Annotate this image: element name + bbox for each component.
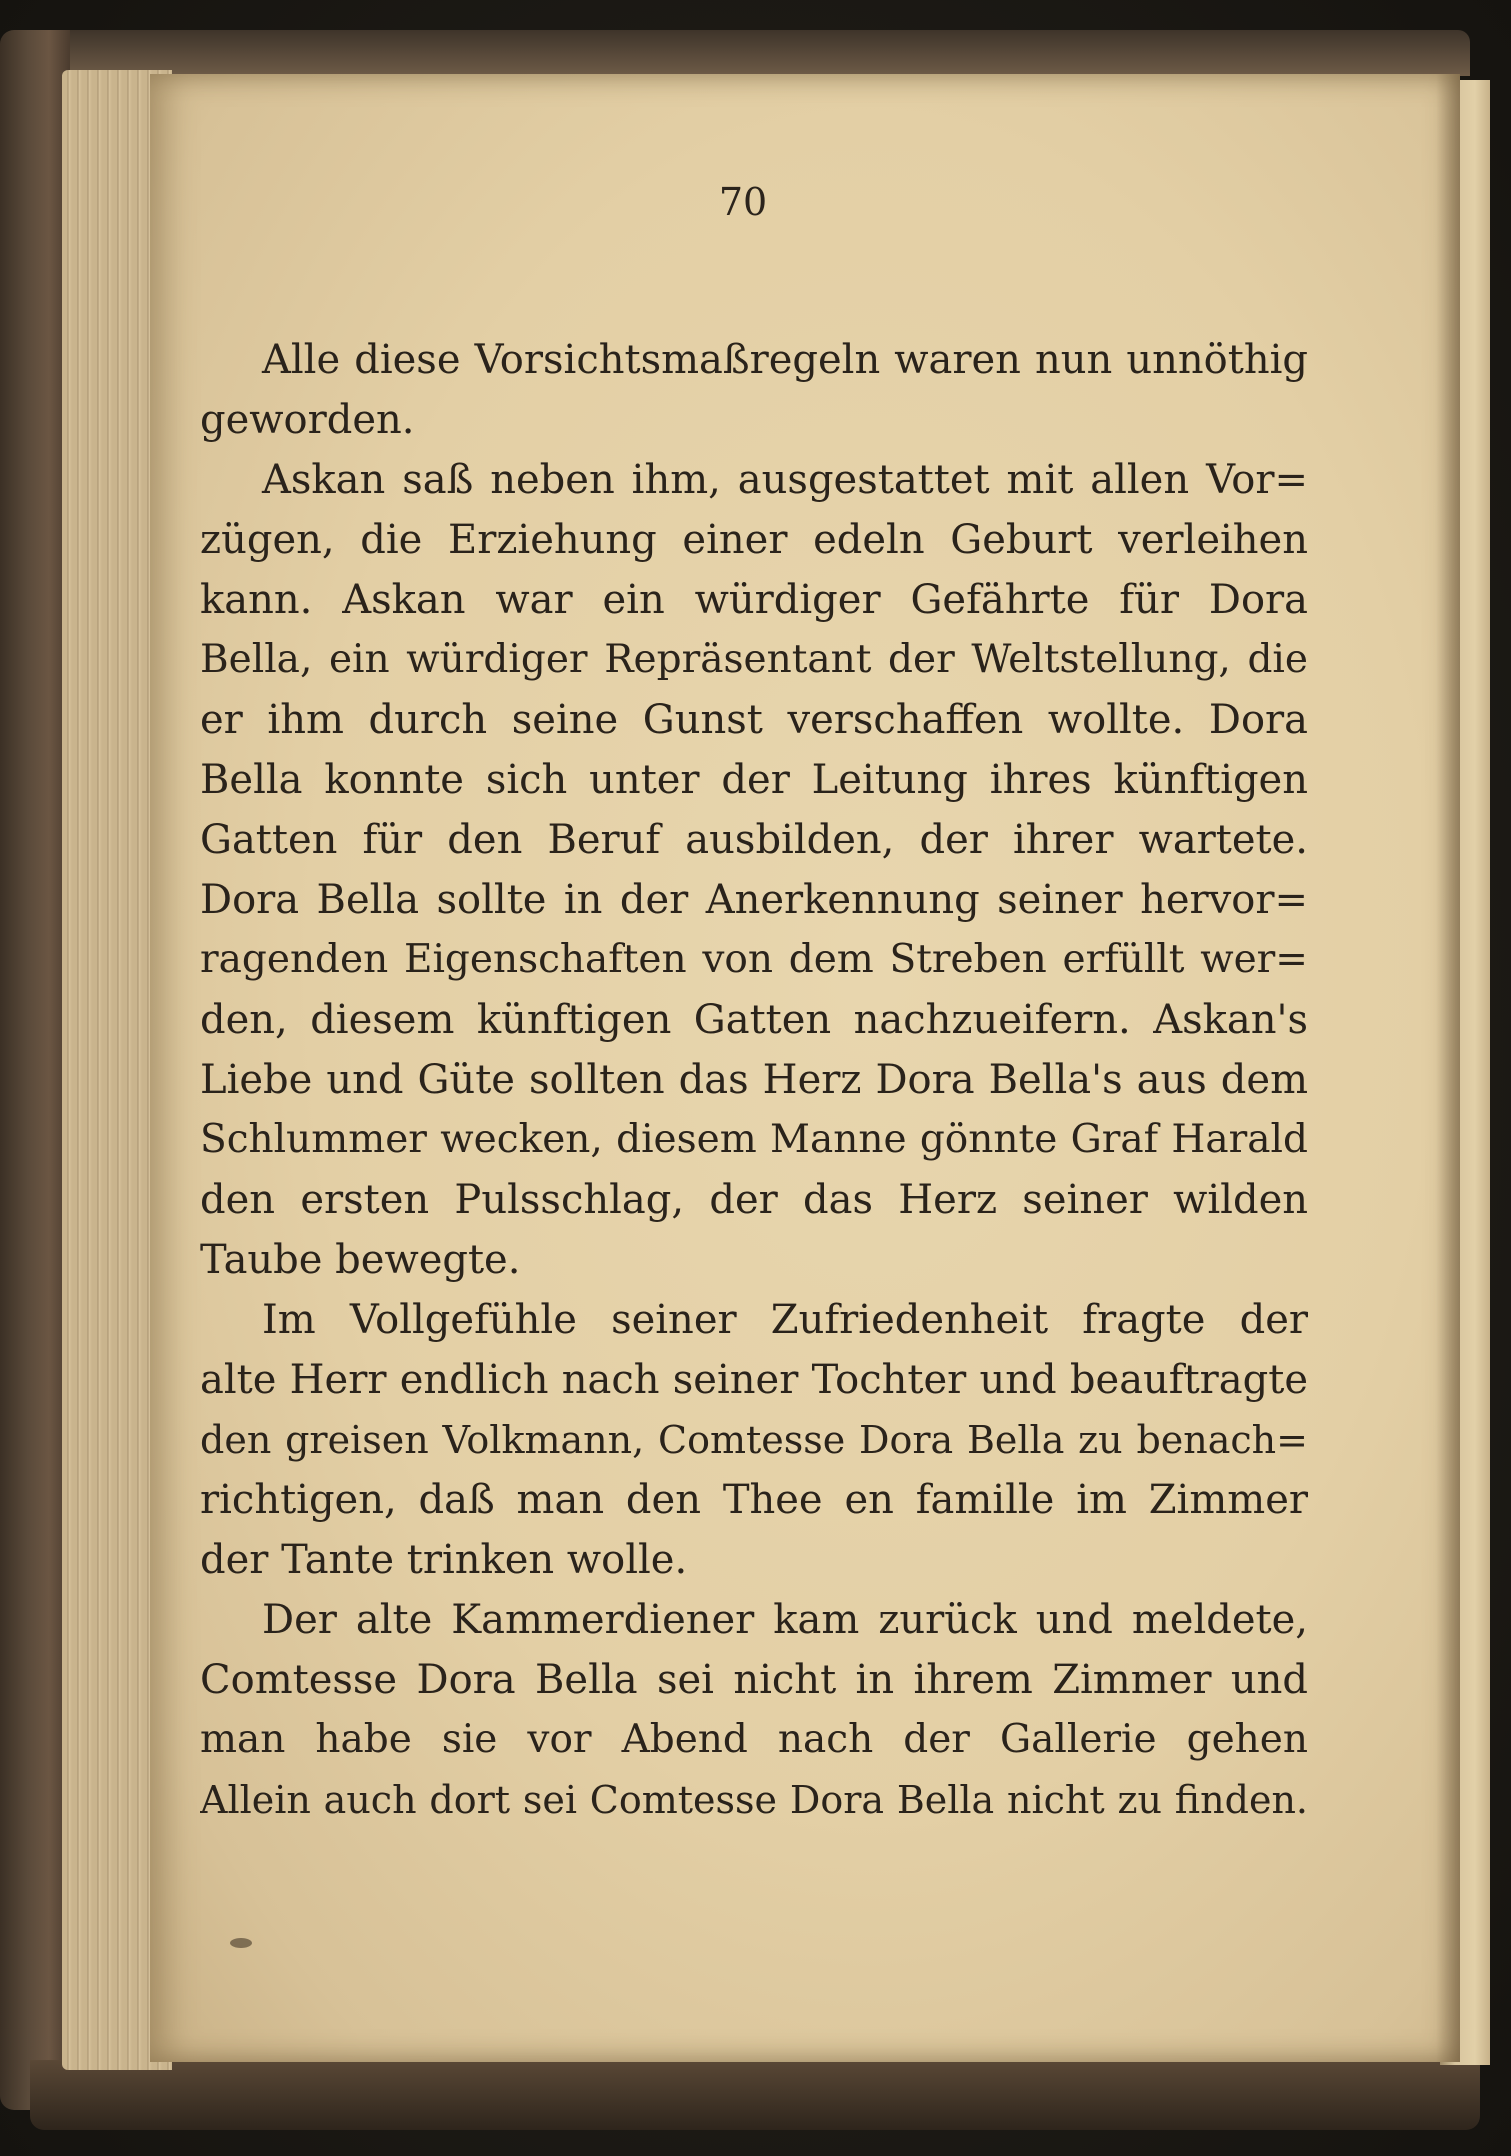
gutter-shadow	[1436, 74, 1460, 2062]
text-line: den greisen Volkmann, Comtesse Dora Bella zu benach=	[200, 1418, 1308, 1462]
text-line: Bella, ein würdiger Repräsentant der Weltstellung, die	[200, 637, 1308, 682]
page-number: 70	[718, 180, 768, 224]
text-line: geworden.	[200, 397, 415, 443]
text-line: Taube bewegte.	[200, 1237, 521, 1283]
book-cover-top-edge	[30, 30, 1470, 76]
text-line: alte Herr endlich nach seiner Tochter und beauftragte	[200, 1357, 1308, 1403]
text-line: Im Vollgefühle seiner Zufriedenheit fragte der	[262, 1297, 1308, 1343]
text-line: Der alte Kammerdiener kam zurück und meldete,	[262, 1597, 1308, 1643]
text-line: Alle diese Vorsichtsmaßregeln waren nun unnöthig	[262, 337, 1308, 383]
text-line: zügen, die Erziehung einer edeln Geburt verleihen	[200, 517, 1308, 563]
text-line: der Tante trinken wolle.	[200, 1537, 688, 1583]
book-cover-left-edge	[0, 30, 70, 2110]
text-line: kann. Askan war ein würdiger Gefährte für Dora	[200, 577, 1308, 623]
text-line: Dora Bella sollte in der Anerkennung seiner hervor=	[200, 877, 1308, 923]
text-line: den ersten Pulsschlag, der das Herz seiner wilden	[200, 1177, 1308, 1223]
text-line: er ihm durch seine Gunst verschaffen wollte. Dora	[200, 697, 1308, 743]
text-line: den, diesem künftigen Gatten nachzueifern. Askan's	[200, 997, 1308, 1043]
page-body-text	[200, 330, 1308, 1830]
text-line: Comtesse Dora Bella sei nicht in ihrem Zimmer und	[200, 1657, 1308, 1703]
text-line: Gatten für den Beruf ausbilden, der ihrer wartete.	[200, 817, 1308, 863]
text-line: Allein auch dort sei Comtesse Dora Bella nicht zu finden.	[200, 1778, 1308, 1822]
text-line: Liebe und Güte sollten das Herz Dora Bella's aus dem	[200, 1057, 1308, 1103]
text-line: Bella konnte sich unter der Leitung ihres künftigen	[200, 757, 1308, 803]
book-cover-bottom-edge	[30, 2060, 1480, 2130]
text-line: man habe sie vor Abend nach der Gallerie gehen	[200, 1717, 1308, 1762]
text-line: Schlummer wecken, diesem Manne gönnte Graf Harald	[200, 1117, 1308, 1162]
text-line: richtigen, daß man den Thee en famille im Zimmer	[200, 1477, 1308, 1523]
text-line: Askan saß neben ihm, ausgestattet mit allen Vor=	[262, 457, 1308, 503]
text-line: ragenden Eigenschaften von dem Streben erfüllt wer=	[200, 937, 1308, 982]
ink-smudge	[230, 1938, 252, 1948]
